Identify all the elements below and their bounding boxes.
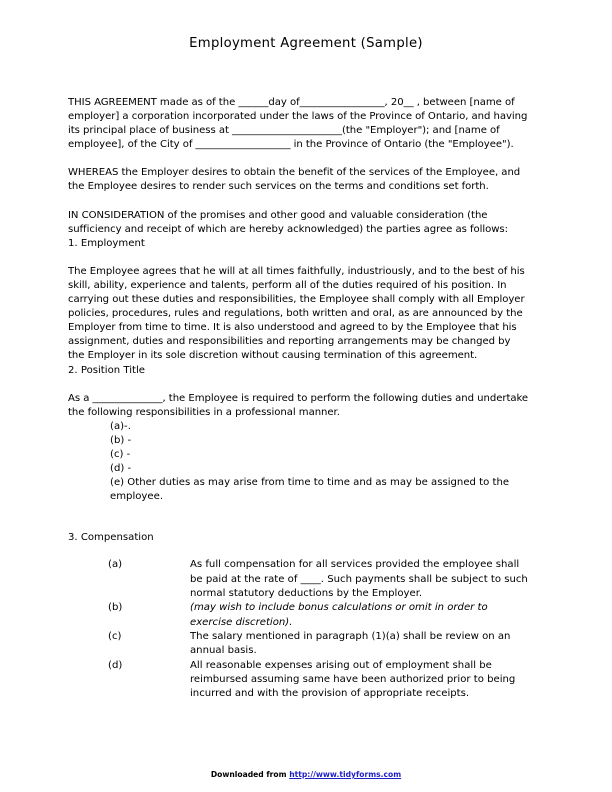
clause-text: As full compensation for all services provided the employee shall be paid at the rate of ____. Such payments shall be subject to such normal statutory deductions by the Employer. [190,559,528,600]
intro-paragraph: THIS AGREEMENT made as of the ______day of_________________, 20__ , between [name of employer] a corporation incorporated under the laws of the Province of Ontario, and having its principal place of business at ______________________(the "Employer"); and [name of employee], of the City of ___________________ in the Province of Ontario (the "Employee"). [68,97,528,151]
list-item: (b) - [110,434,132,446]
list-item [108,558,530,601]
section-body-position-title: As a ______________, the Employee is required to perform the following duties and undertake the following responsibilities in a professional manner. [68,392,529,418]
list-item: (c) - [110,448,131,460]
clause-text: All reasonable expenses arising out of employment shall be reimbursed assuming same have been authorized prior to being incurred and with the provision of appropriate receipts. [190,659,516,700]
consideration-paragraph: IN CONSIDERATION of the promises and other good and valuable consideration (the sufficiency and receipt of which are hereby acknowledged) the parties agree as follows: [68,209,508,235]
section-heading-employment: 1. Employment [68,237,145,249]
document-body [68,96,530,701]
clause-marker: (b) [108,602,123,614]
page-footer [0,770,612,779]
section-body-employment: The Employee agrees that he will at all times faithfully, industriously, and to the best of his skill, ability, experience and talents, perform all of the duties required of his position. In carrying out these duties and responsibilities, the Employee shall comply with all Employer policies, procedures, rules and regulations, both written and oral, as are announced by the Employer from time to time. It is also understood and agreed to by the Employee that his assignment, duties and responsibilities and reporting arrangements may be changed by the Employer in its sole discretion without causing termination of this agreement. [68,265,525,362]
list-item [108,659,530,702]
list-item: (d) - [110,463,132,475]
clause-marker: (c) [108,630,122,642]
clause-marker: (a) [108,559,123,571]
whereas-paragraph: WHEREAS the Employer desires to obtain the benefit of the services of the Employee, and the Employee desires to render such services on the terms and conditions set forth. [68,167,521,193]
tidyforms-link[interactable]: http://www.tidyforms.com [289,770,402,779]
list-item [108,601,530,630]
list-item: (e) Other duties as may arise from time to time and as may be assigned to the employee. [110,477,510,503]
clause-text: The salary mentioned in paragraph (1)(a) shall be review on an annual basis. [190,630,511,657]
list-item: (a)-. [110,420,131,432]
footer-prefix-text: Downloaded from [210,770,290,779]
section-heading-compensation: 3. Compensation [68,532,154,544]
list-item [108,630,530,659]
clause-text: (may wish to include bonus calculations or omit in order to exercise discretion). [190,602,488,628]
page-title: Employment Agreement (Sample) [189,36,423,51]
section-heading-position-title: 2. Position Title [68,364,145,376]
clause-marker: (d) [108,659,123,671]
position-duties-list [68,420,530,505]
compensation-clause-list [68,558,530,701]
